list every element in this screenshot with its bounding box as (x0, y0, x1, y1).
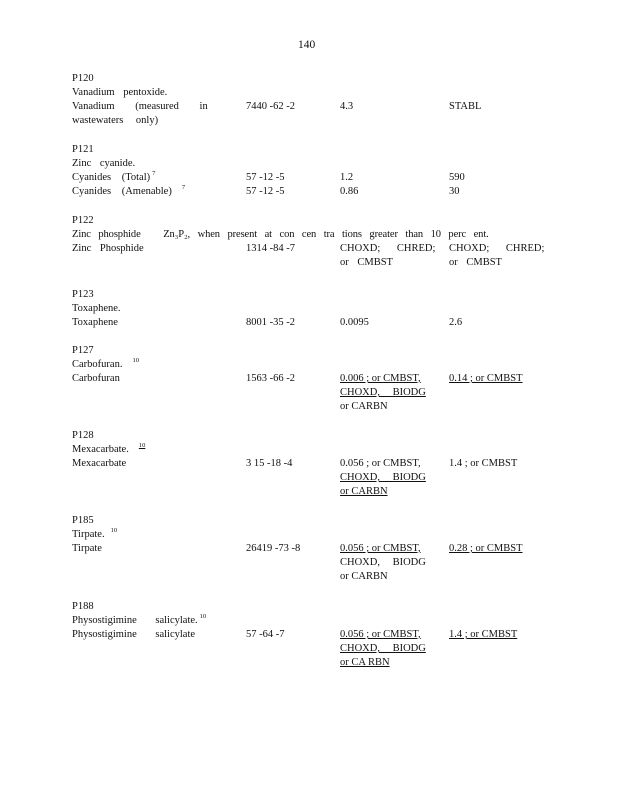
waste-code-p123: P123 (72, 289, 94, 300)
nww-standard-zinc-phosphide-line2: or CMBST (449, 257, 502, 268)
waste-code-p122: P122 (72, 215, 94, 226)
waste-name-p123: Toxaphene. (72, 303, 121, 314)
ww-standard-physostigimine-line1: 0.056 ; or CMBST, (340, 629, 421, 640)
waste-code-p120: P120 (72, 73, 94, 84)
cas-number-cyanides-amenable: 57 -12 -5 (246, 186, 285, 197)
cas-number-physostigimine-salicylate: 57 -64 -7 (246, 629, 285, 640)
constituent-physostigimine-salicylate: Physostigimine salicylate (72, 629, 196, 640)
waste-code-p188: P188 (72, 601, 94, 612)
footnote-mark: 7 (152, 170, 156, 177)
nww-standard-toxaphene: 2.6 (449, 317, 463, 328)
waste-name-p122: Zinc phosphide Zn₃P₂, when present at con cen tra tions greater than 10 perc ent. (72, 229, 489, 240)
ww-standard-physostigimine-line2: CHOXD, BIODG (340, 643, 426, 654)
nww-standard-vanadium: STABL (449, 101, 482, 112)
ww-standard-zinc-phosphide-line2: or CMBST (340, 257, 393, 268)
ww-standard-mexacarbate-line1: 0.056 ; or CMBST, (340, 458, 421, 469)
waste-code-p127: P127 (72, 345, 94, 356)
footnote-mark: 10 (110, 527, 118, 534)
waste-name-p127: Carbofuran. $^{10}$ (72, 357, 139, 370)
nww-standard-carbofuran: 0.14 ; or CMBST (449, 373, 523, 384)
ww-standard-physostigimine-line3: or CA RBN (340, 657, 390, 668)
cas-number-toxaphene: 8001 -35 -2 (246, 317, 295, 328)
ww-standard-vanadium: 4.3 (340, 101, 354, 112)
nww-standard-physostigimine: 1.4 ; or CMBST (449, 629, 518, 640)
cas-number-mexacarbate: 3 15 -18 -4 (246, 458, 293, 469)
footnote-mark: 10 (132, 357, 139, 364)
cas-number-cyanides-total: 57 -12 -5 (246, 172, 285, 183)
constituent-cyanides-amenable: Cyanides (Amenable) $^7$ (72, 184, 186, 197)
waste-code-p128: P128 (72, 430, 94, 441)
waste-code-p121: P121 (72, 144, 94, 155)
constituent-zinc-phosphide: Zinc Phosphide (72, 243, 144, 254)
waste-name-p128: Mexacarbate. $^{10}$ (72, 442, 146, 455)
waste-name-p188: Physostigimine salicylate. $^{10}$ (72, 613, 207, 626)
footnote-mark: 10 (199, 613, 207, 620)
cas-number-carbofuran: 1563 -66 -2 (246, 373, 295, 384)
ww-standard-cyanides-total: 1.2 (340, 172, 354, 183)
footnote-mark: 7 (181, 184, 186, 191)
ww-standard-zinc-phosphide-line1: CHOXD; CHRED; (340, 243, 436, 254)
ww-standard-mexacarbate-line3: or CARBN (340, 486, 388, 497)
ww-standard-carbofuran-line3: or CARBN (340, 401, 388, 412)
constituent-mexacarbate: Mexacarbate (72, 458, 127, 469)
constituent-toxaphene: Toxaphene (72, 317, 118, 328)
nww-standard-tirpate: 0.28 ; or CMBST (449, 543, 523, 554)
ww-standard-carbofuran-line1: 0.006 ; or CMBST, (340, 373, 421, 384)
waste-name-p185: Tirpate. $^{10}$ (72, 527, 118, 540)
ww-standard-tirpate-line2: CHOXD, BIODG (340, 557, 426, 568)
nww-standard-cyanides-total: 590 (449, 172, 465, 183)
nww-standard-cyanides-amenable: 30 (449, 186, 460, 197)
page-number: 140 (298, 39, 316, 51)
ww-standard-toxaphene: 0.0095 (340, 317, 369, 328)
ww-standard-cyanides-amenable: 0.86 (340, 186, 359, 197)
footnote-mark: 10 (138, 442, 146, 449)
cas-number-zinc-phosphide: 1314 -84 -7 (246, 243, 295, 254)
cas-number-tirpate: 26419 -73 -8 (246, 543, 301, 554)
ww-standard-tirpate-line1: 0.056 ; or CMBST, (340, 543, 421, 554)
constituent-carbofuran: Carbofuran (72, 373, 120, 384)
waste-name-p120: Vanadium pentoxide. (72, 87, 168, 98)
cas-number-vanadium: 7440 -62 -2 (246, 101, 295, 112)
constituent-cyanides-total: Cyanides (Total) $^7$ (72, 170, 156, 183)
ww-standard-tirpate-line3: or CARBN (340, 571, 388, 582)
waste-name-p121: Zinc cyanide. (72, 158, 136, 169)
ww-standard-carbofuran-line2: CHOXD, BIODG (340, 387, 426, 398)
ww-standard-mexacarbate-line2: CHOXD, BIODG (340, 472, 426, 483)
constituent-vanadium-line1: Vanadium (measured in (72, 101, 208, 112)
waste-code-p185: P185 (72, 515, 94, 526)
constituent-tirpate: Tirpate (72, 543, 102, 554)
nww-standard-mexacarbate: 1.4 ; or CMBST (449, 458, 518, 469)
constituent-vanadium-line2: wastewaters only) (72, 115, 159, 126)
nww-standard-zinc-phosphide-line1: CHOXD; CHRED; (449, 243, 545, 254)
